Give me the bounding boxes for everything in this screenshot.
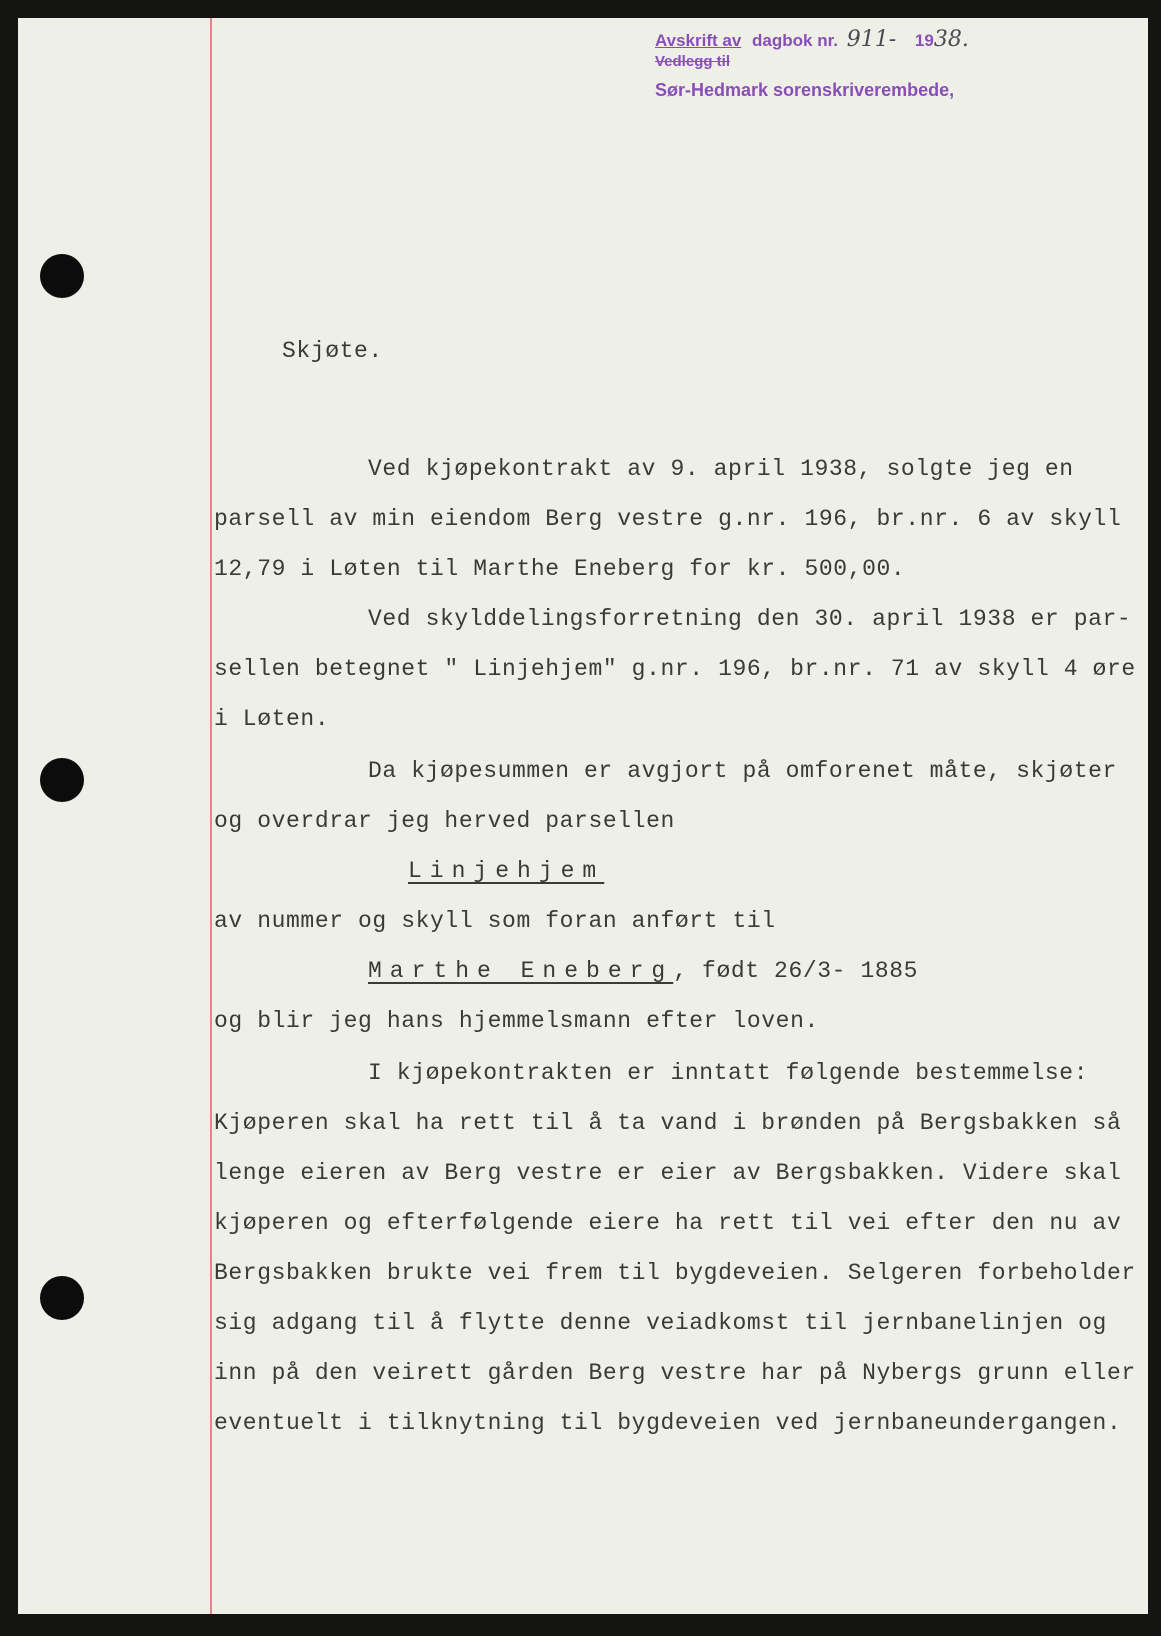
text-line: Ved kjøpekontrakt av 9. april 1938, solgte jeg en xyxy=(368,456,1074,482)
buyer-name: Marthe Eneberg xyxy=(368,958,674,984)
text-line: Ved skylddelingsforretning den 30. april 1938 er par- xyxy=(368,606,1132,632)
text-line: lenge eieren av Berg vestre er eier av Bergsbakken. Videre skal xyxy=(214,1160,1122,1186)
office-stamp xyxy=(655,27,969,100)
text-line: og blir jeg hans hjemmelsmann efter loven. xyxy=(214,1008,819,1034)
text-line: 12,79 i Løten til Marthe Eneberg for kr. 500,00. xyxy=(214,556,906,582)
text-line: sig adgang til å flytte denne veiadkomst til jernbanelinjen og xyxy=(214,1310,1107,1336)
punch-hole-icon xyxy=(40,1276,84,1320)
text-line: inn på den veirett gården Berg vestre har på Nybergs grunn eller xyxy=(214,1360,1136,1386)
stamp-dagbok-number: 911- xyxy=(846,27,897,52)
stamp-vedlegg: Vedlegg til xyxy=(655,53,731,70)
text-line: sellen betegnet " Linjehjem" g.nr. 196, br.nr. 71 av skyll 4 øre xyxy=(214,656,1136,682)
stamp-office: Sør-Hedmark sorenskriverembede, xyxy=(655,80,955,100)
text-line: i Løten. xyxy=(214,706,330,732)
text-line: av nummer og skyll som foran anført til xyxy=(214,908,776,934)
buyer-birth: , født 26/3- 1885 xyxy=(673,958,919,984)
stamp-avskrift: Avskrift av xyxy=(655,31,742,50)
document-title: Skjøte. xyxy=(282,338,383,364)
stamp-dagbok-label: dagbok nr. xyxy=(752,31,839,50)
text-line: Kjøperen skal ha rett til å ta vand i brønden på Bergsbakken så xyxy=(214,1110,1122,1136)
text-line: Da kjøpesummen er avgjort på omforenet måte, skjøter xyxy=(368,758,1117,784)
property-name: Linjehjem xyxy=(408,858,605,884)
punch-hole-icon xyxy=(40,254,84,298)
stamp-year-handwritten: 38. xyxy=(933,27,969,52)
text-line: eventuelt i tilknytning til bygdeveien ved jernbaneundergangen. xyxy=(214,1410,1122,1436)
margin-line xyxy=(210,18,212,1614)
text-line: og overdrar jeg herved parsellen xyxy=(214,808,675,834)
text-line: I kjøpekontrakten er inntatt følgende bestemmelse: xyxy=(368,1060,1089,1086)
text-line: Bergsbakken brukte vei frem til bygdeveien. Selgeren forbeholder xyxy=(214,1260,1136,1286)
punch-hole-icon xyxy=(40,758,84,802)
stamp-year-prefix: 19 xyxy=(914,31,934,50)
text-line: kjøperen og efterfølgende eiere ha rett til vei efter den nu av xyxy=(214,1210,1122,1236)
text-line: parsell av min eiendom Berg vestre g.nr. 196, br.nr. 6 av skyll xyxy=(214,506,1122,532)
document-page xyxy=(18,18,1148,1614)
